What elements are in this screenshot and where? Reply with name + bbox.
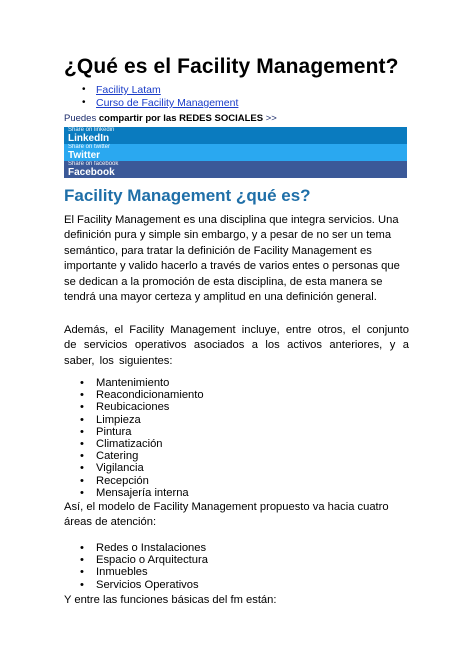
facebook-share-caption: Share on facebook bbox=[68, 161, 119, 167]
list-item: • Limpieza bbox=[80, 414, 204, 426]
section-heading: Facility Management ¿qué es? bbox=[64, 186, 311, 205]
linkedin-label: LinkedIn bbox=[68, 133, 110, 144]
list-item: • Reubicaciones bbox=[80, 401, 204, 413]
twitter-label: Twitter bbox=[68, 150, 101, 161]
list-item: • Catering bbox=[80, 450, 204, 462]
areas-intro-line-1: Así, el modelo de Facility Management propuesto va hacia cuatro bbox=[64, 501, 389, 513]
facebook-share-button[interactable] bbox=[64, 161, 407, 178]
share-suffix: >> bbox=[263, 113, 277, 124]
document-title: ¿Qué es el Facility Management? bbox=[64, 55, 399, 78]
course-link[interactable]: Curso de Facility Management bbox=[96, 97, 239, 109]
linkedin-share-caption: Share on linkedin bbox=[68, 127, 115, 133]
list-item: • Pintura bbox=[80, 426, 204, 438]
link-item bbox=[82, 84, 238, 96]
linkedin-share-button[interactable] bbox=[64, 127, 407, 144]
link-list bbox=[82, 84, 238, 110]
twitter-share-caption: Share on twitter bbox=[68, 144, 111, 150]
services-list bbox=[80, 377, 204, 499]
areas-list bbox=[80, 542, 208, 591]
functions-intro: Y entre las funciones básicas del fm están: bbox=[64, 594, 277, 606]
share-prefix: Puedes bbox=[64, 113, 99, 124]
share-bold: compartir por las REDES SOCIALES bbox=[98, 113, 264, 124]
list-item: • Climatización bbox=[80, 438, 204, 450]
definition-paragraph: El Facility Management es una disciplina que integra servicios. Una definición pura y simple sin embargo, y a pesar de no ser un tema semántico, para tratar la definición de Facility Management es importante y valido hacerlo a través de varios entes o personas que se dedican a la promoción de esta disciplina, de esta manera se tendrá una mayor certeza y amplitud en una definición general. bbox=[64, 214, 400, 304]
list-item: • Servicios Operativos bbox=[80, 579, 208, 591]
list-item: • Vigilancia bbox=[80, 462, 204, 474]
list-item: • Redes o Instalaciones bbox=[80, 542, 208, 554]
facebook-label: Facebook bbox=[68, 167, 115, 178]
social-share-bars bbox=[64, 127, 407, 178]
areas-intro bbox=[64, 500, 389, 530]
link-item bbox=[82, 97, 238, 109]
services-intro-paragraph: Además, el Facility Management incluye, entre otros, el conjunto de servicios operativos asociados a los activos anteriores, y a saber, los siguientes: bbox=[64, 324, 409, 367]
list-item: • Espacio o Arquitectura bbox=[80, 554, 208, 566]
list-item: • Recepción bbox=[80, 475, 204, 487]
list-item: • Inmuebles bbox=[80, 566, 208, 578]
share-prompt bbox=[64, 113, 277, 124]
list-item: • Mantenimiento bbox=[80, 377, 204, 389]
list-item: • Mensajería interna bbox=[80, 487, 204, 499]
twitter-share-button[interactable] bbox=[64, 144, 407, 161]
facility-latam-link[interactable]: Facility Latam bbox=[96, 84, 161, 96]
areas-intro-line-2: áreas de atención: bbox=[64, 516, 157, 528]
list-item: • Reacondicionamiento bbox=[80, 389, 204, 401]
